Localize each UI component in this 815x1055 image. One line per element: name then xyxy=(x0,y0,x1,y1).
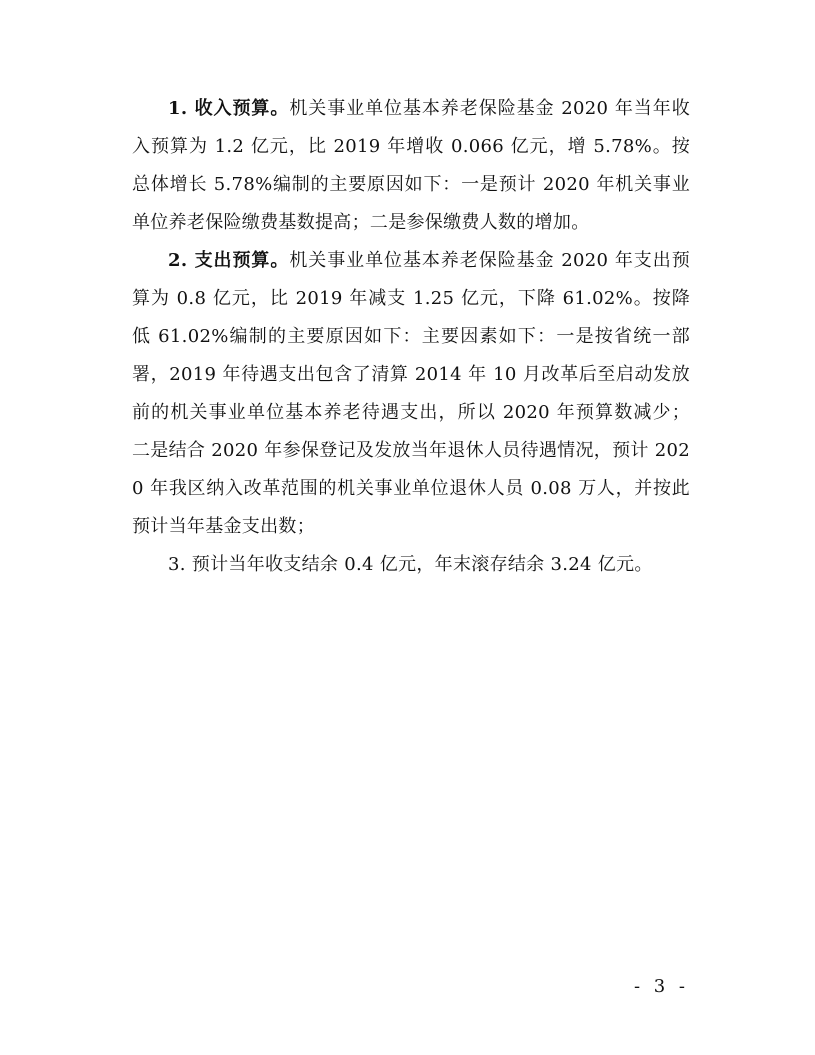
expenditure-budget-text: 机关事业单位基本养老保险基金 2020 年支出预算为 0.8 亿元，比 2019 年减支 1.25 亿元，下降 61.02%。按降低 61.02%编制的主要原因如下：主要因素如下：一是按省统一部署，2019 年待遇支出包含了清算 2014 年 10 月改革后至启动发放前的机关事业单位基本养老待遇支出，所以 2020 年预算数减少； 二是结合 2020 年参保登记及发放当年退休人员待遇情况，预计 2020 年我区纳入改革范围的机关事业单位退休人员 0.08 万人，并按此预计当年基金支出数； xyxy=(132,250,690,537)
expenditure-budget-heading: 2. 支出预算。 xyxy=(168,250,290,271)
income-budget-text: 机关事业单位基本养老保险基金 2020 年当年收入预算为 1.2 亿元，比 2019 年增收 0.066 亿元，增 5.78%。按总体增长 5.78%编制的主要原因如下：一是预计 2020 年机关事业单位养老保险缴费基数提高；二是参保缴费人数的增加。 xyxy=(132,98,690,233)
page-number: - 3 - xyxy=(633,976,689,997)
income-budget-heading: 1. 收入预算。 xyxy=(168,98,290,119)
paragraph-balance xyxy=(132,546,690,584)
paragraph-income-budget xyxy=(132,90,690,242)
balance-text: 3. 预计当年收支结余 0.4 亿元，年末滚存结余 3.24 亿元。 xyxy=(168,554,653,575)
body-text xyxy=(132,90,690,584)
paragraph-expenditure-budget xyxy=(132,242,690,546)
